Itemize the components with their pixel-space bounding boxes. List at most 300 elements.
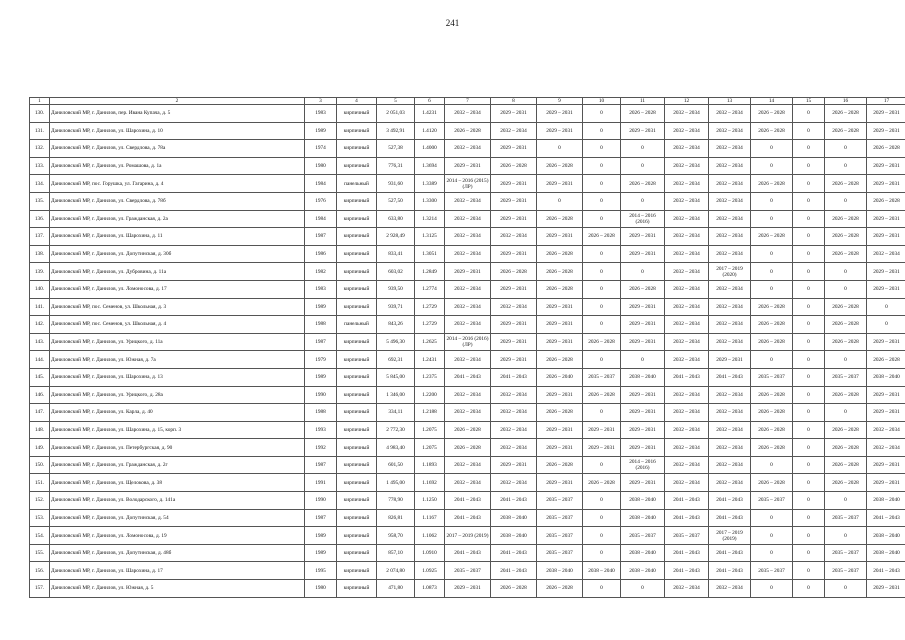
table-cell: 2026 – 2028 (583, 333, 621, 351)
table-cell: 0 (793, 210, 825, 228)
table-cell: 1.1893 (415, 456, 445, 474)
table-cell: 1 346,00 (377, 386, 415, 404)
table-cell: 2026 – 2028 (751, 228, 793, 246)
table-cell: 0 (583, 245, 621, 263)
table-cell: 0 (583, 210, 621, 228)
table-cell: 0 (825, 527, 867, 545)
table-cell: 0 (583, 298, 621, 316)
table-cell: 2032 – 2034 (665, 474, 709, 492)
row-number: 147. (30, 404, 50, 422)
table-cell: 2035 – 2037 (751, 492, 793, 510)
table-cell: 1.2375 (415, 368, 445, 386)
table-cell: 0 (825, 351, 867, 369)
table-cell: 2038 – 2040 (491, 527, 537, 545)
table-cell: 2032 – 2034 (491, 439, 537, 457)
table-cell: кирпичный (337, 122, 377, 140)
address-cell: Даниловский МР, г. Данилов, ул. Ломоносова, д. 17 (50, 280, 305, 298)
row-number: 146. (30, 386, 50, 404)
table-cell: 2026 – 2028 (751, 333, 793, 351)
table-cell: 833,41 (377, 245, 415, 263)
table-cell: 2026 – 2028 (537, 280, 583, 298)
table-cell: 2029 – 2031 (867, 228, 905, 246)
table-cell: 2029 – 2031 (867, 474, 905, 492)
table-cell: 1987 (305, 228, 337, 246)
table-cell: 2032 – 2034 (491, 474, 537, 492)
table-cell: 2032 – 2034 (665, 122, 709, 140)
table-cell: 692,31 (377, 351, 415, 369)
table-cell: 2032 – 2034 (445, 298, 491, 316)
table-cell: 2026 – 2028 (825, 175, 867, 193)
table-cell: 0 (583, 192, 621, 210)
table-cell: 0 (583, 316, 621, 334)
table-cell: 2026 – 2028 (751, 439, 793, 457)
table-cell: 2035 – 2037 (825, 368, 867, 386)
table-cell: 778,90 (377, 492, 415, 510)
table-cell: 2029 – 2031 (867, 210, 905, 228)
row-number: 154. (30, 527, 50, 545)
table-cell: 1.1692 (415, 474, 445, 492)
table-cell: 0 (793, 562, 825, 580)
table-cell: 2029 – 2031 (491, 175, 537, 193)
table-cell: 2032 – 2034 (709, 175, 751, 193)
table-cell: 0 (751, 509, 793, 527)
column-header: 16 (825, 98, 867, 105)
table-cell: кирпичный (337, 351, 377, 369)
table-cell: 2032 – 2034 (445, 351, 491, 369)
table-cell: 2026 – 2028 (751, 175, 793, 193)
table-row (30, 509, 905, 527)
table-cell: 0 (583, 157, 621, 175)
table-cell: 0 (793, 228, 825, 246)
table-cell: 2026 – 2028 (621, 280, 665, 298)
table-cell: 2029 – 2031 (537, 105, 583, 123)
table-row (30, 421, 905, 439)
table-cell: 1990 (305, 492, 337, 510)
row-number: 137. (30, 228, 50, 246)
table-cell: 1.1250 (415, 492, 445, 510)
table-cell: 0 (793, 105, 825, 123)
row-number: 155. (30, 544, 50, 562)
table-cell: 931,60 (377, 175, 415, 193)
table-cell: кирпичный (337, 509, 377, 527)
table-cell: 2026 – 2028 (825, 316, 867, 334)
table-cell: кирпичный (337, 228, 377, 246)
table-cell: 2026 – 2028 (583, 474, 621, 492)
table-cell: 1.2729 (415, 298, 445, 316)
table-row (30, 386, 905, 404)
table-cell: 2032 – 2034 (709, 421, 751, 439)
table-cell: кирпичный (337, 456, 377, 474)
table-cell: 2032 – 2034 (665, 192, 709, 210)
table-cell: 2032 – 2034 (709, 333, 751, 351)
address-cell: Даниловский МР, г. Данилов, ул. Шарохина, д. 17 (50, 562, 305, 580)
table-cell: 2032 – 2034 (665, 421, 709, 439)
table-cell: 2032 – 2034 (665, 140, 709, 158)
row-number: 142. (30, 316, 50, 334)
table-cell: 1988 (305, 316, 337, 334)
table-cell: 0 (793, 544, 825, 562)
table-cell: 2032 – 2034 (491, 404, 537, 422)
table-cell: 2041 – 2043 (665, 562, 709, 580)
table-cell: 0 (825, 404, 867, 422)
table-cell: 2032 – 2034 (665, 316, 709, 334)
table-cell: кирпичный (337, 474, 377, 492)
table-cell: 0 (793, 316, 825, 334)
table-cell: 2032 – 2034 (445, 228, 491, 246)
table-cell: кирпичный (337, 404, 377, 422)
table-cell: 2026 – 2028 (751, 105, 793, 123)
table-cell: 0 (583, 105, 621, 123)
table-cell: 0 (867, 316, 905, 334)
table-cell: 2029 – 2031 (537, 122, 583, 140)
table-cell: 826,81 (377, 509, 415, 527)
table-cell: 2029 – 2031 (867, 105, 905, 123)
table-cell: 601,50 (377, 456, 415, 474)
table-cell: 2032 – 2034 (445, 474, 491, 492)
table-row (30, 404, 905, 422)
table-cell: 2026 – 2028 (537, 245, 583, 263)
table-cell: 2035 – 2037 (537, 544, 583, 562)
table-cell: кирпичный (337, 192, 377, 210)
table-cell: 2029 – 2031 (621, 316, 665, 334)
table-cell: 0 (621, 140, 665, 158)
table-cell: 633,80 (377, 210, 415, 228)
table-cell: кирпичный (337, 580, 377, 598)
table-cell: 1992 (305, 439, 337, 457)
address-cell: Даниловский МР, г. Данилов, ул. Допутинская, д. 54 (50, 509, 305, 527)
table-cell: 2038 – 2040 (621, 544, 665, 562)
table-cell: кирпичный (337, 333, 377, 351)
table-cell: кирпичный (337, 263, 377, 281)
table-cell: 2035 – 2037 (583, 368, 621, 386)
repair-schedule-table (29, 97, 905, 598)
table-cell: 2029 – 2031 (491, 351, 537, 369)
table-cell: 2026 – 2028 (825, 245, 867, 263)
table-cell: 1.1062 (415, 527, 445, 545)
table-cell: 1.2188 (415, 404, 445, 422)
table-cell: 2041 – 2043 (867, 509, 905, 527)
address-cell: Даниловский МР, г. Данилов, ул. Карла, д. 40 (50, 404, 305, 422)
table-cell: 2038 – 2040 (867, 544, 905, 562)
table-cell: 1990 (305, 386, 337, 404)
table-cell: 1995 (305, 562, 337, 580)
table-cell: 0 (621, 263, 665, 281)
row-number: 144. (30, 351, 50, 369)
table-cell: 0 (621, 157, 665, 175)
table-cell: 2029 – 2031 (537, 316, 583, 334)
table-cell: 0 (583, 527, 621, 545)
table-cell: кирпичный (337, 245, 377, 263)
table-cell: кирпичный (337, 492, 377, 510)
table-cell: 2026 – 2028 (583, 386, 621, 404)
table-cell: 0 (793, 192, 825, 210)
table-cell: 2032 – 2034 (709, 474, 751, 492)
table-cell: 2038 – 2040 (621, 509, 665, 527)
table-cell: 2026 – 2028 (825, 105, 867, 123)
table-cell: 2035 – 2037 (621, 527, 665, 545)
table-cell: 2026 – 2028 (445, 439, 491, 457)
table-cell: 939,50 (377, 280, 415, 298)
table-cell: 0 (583, 175, 621, 193)
table-cell: 0 (583, 263, 621, 281)
table-cell: 5 496,30 (377, 333, 415, 351)
table-row (30, 175, 905, 193)
row-number: 138. (30, 245, 50, 263)
table-cell: 2035 – 2037 (825, 544, 867, 562)
row-number: 143. (30, 333, 50, 351)
column-header: 2 (50, 98, 305, 105)
table-cell: 2032 – 2034 (665, 157, 709, 175)
table-cell: 2032 – 2034 (445, 192, 491, 210)
table-cell: 2032 – 2034 (665, 333, 709, 351)
table-cell: 2029 – 2031 (867, 333, 905, 351)
address-cell: Даниловский МР, пос. Семенов, ул. Школьная, д. 3 (50, 298, 305, 316)
column-header: 17 (867, 98, 905, 105)
address-cell: Даниловский МР, пос. Семенов, ул. Школьная, д. 4 (50, 316, 305, 334)
table-cell: 0 (537, 192, 583, 210)
address-cell: Даниловский МР, г. Данилов, ул. Допутинская, д. 30б (50, 245, 305, 263)
table-cell: 2035 – 2037 (825, 509, 867, 527)
table-cell: 1993 (305, 421, 337, 439)
address-cell: Даниловский МР, г. Данилов, ул. Свердлова, д. 78а (50, 140, 305, 158)
row-number: 131. (30, 122, 50, 140)
table-cell: 2029 – 2031 (537, 175, 583, 193)
column-header: 12 (665, 98, 709, 105)
table-cell: 2032 – 2034 (709, 316, 751, 334)
table-cell: 0 (793, 263, 825, 281)
address-cell: Даниловский МР, г. Данилов, ул. Ромашова, д. 1а (50, 157, 305, 175)
table-cell: 2029 – 2031 (491, 333, 537, 351)
table-cell: 2014 – 2016 (2016) (621, 456, 665, 474)
table-cell: 1.3125 (415, 228, 445, 246)
table-cell: 527,38 (377, 140, 415, 158)
page-number: 241 (445, 18, 460, 28)
address-cell: Даниловский МР, г. Данилов, ул. Володарского, д. 141а (50, 492, 305, 510)
table-cell: 2032 – 2034 (445, 280, 491, 298)
table-cell: 2029 – 2031 (583, 439, 621, 457)
table-cell: 0 (537, 140, 583, 158)
table-cell: 1.2849 (415, 263, 445, 281)
table-cell: 2032 – 2034 (665, 245, 709, 263)
address-cell: Даниловский МР, пос. Горушка, ул. Гагарина, д. 4 (50, 175, 305, 193)
table-cell: 0 (751, 140, 793, 158)
table-cell: 1.4000 (415, 140, 445, 158)
table-cell: 2032 – 2034 (665, 456, 709, 474)
table-cell: 2029 – 2031 (621, 122, 665, 140)
table-cell: 2029 – 2031 (867, 404, 905, 422)
table-cell: 1984 (305, 175, 337, 193)
table-cell: 2029 – 2031 (491, 456, 537, 474)
table-cell: кирпичный (337, 140, 377, 158)
table-cell: 1979 (305, 351, 337, 369)
column-header: 6 (415, 98, 445, 105)
address-cell: Даниловский МР, г. Данилов, ул. Щелокова, д. 38 (50, 474, 305, 492)
table-cell: 2035 – 2037 (537, 527, 583, 545)
table-cell: 2029 – 2031 (491, 140, 537, 158)
table-cell: 2041 – 2043 (709, 492, 751, 510)
table-cell: 0 (583, 280, 621, 298)
table-cell: 2029 – 2031 (491, 245, 537, 263)
table-cell: 2032 – 2034 (709, 140, 751, 158)
table-cell: 1991 (305, 474, 337, 492)
table-cell: 2026 – 2028 (751, 122, 793, 140)
table-cell: 2041 – 2043 (491, 544, 537, 562)
table-cell: 0 (793, 175, 825, 193)
table-cell: 0 (793, 122, 825, 140)
table-cell: 2032 – 2034 (665, 298, 709, 316)
table-cell: 0 (751, 351, 793, 369)
table-cell: 0 (621, 351, 665, 369)
table-cell: 2032 – 2034 (445, 456, 491, 474)
table-cell: 1.3389 (415, 175, 445, 193)
table-cell: 2029 – 2031 (621, 245, 665, 263)
table-cell: 0 (583, 509, 621, 527)
table-cell: 2029 – 2031 (621, 298, 665, 316)
table-cell: 2032 – 2034 (867, 245, 905, 263)
table-cell: 1976 (305, 192, 337, 210)
table-cell: 2032 – 2034 (665, 280, 709, 298)
table-cell: панельный (337, 316, 377, 334)
table-cell: 0 (621, 192, 665, 210)
table-row (30, 210, 905, 228)
table-cell: 0 (583, 580, 621, 598)
table-cell: 2029 – 2031 (583, 421, 621, 439)
table-cell: 0 (583, 492, 621, 510)
table-cell: 0 (751, 456, 793, 474)
table-cell: 0 (793, 386, 825, 404)
table-cell: 2032 – 2034 (445, 105, 491, 123)
table-cell: 2029 – 2031 (621, 228, 665, 246)
table-cell: 2 051,03 (377, 105, 415, 123)
table-cell: 2032 – 2034 (445, 140, 491, 158)
address-cell: Даниловский МР, г. Данилов, ул. Гражданская, д. 2а (50, 210, 305, 228)
table-cell: 2029 – 2031 (867, 157, 905, 175)
table-cell: 2029 – 2031 (537, 333, 583, 351)
table-cell: 1.2075 (415, 421, 445, 439)
table-cell: 2041 – 2043 (709, 562, 751, 580)
table-cell: кирпичный (337, 527, 377, 545)
address-cell: Даниловский МР, г. Данилов, ул. Шарохина, д. 10 (50, 122, 305, 140)
table-row (30, 263, 905, 281)
table-cell: 2038 – 2040 (491, 509, 537, 527)
table-cell: 0 (751, 210, 793, 228)
table-cell: 1989 (305, 527, 337, 545)
table-cell: 2029 – 2031 (491, 210, 537, 228)
table-cell: 2041 – 2043 (445, 368, 491, 386)
table-cell: 2026 – 2028 (751, 404, 793, 422)
table-cell: 0 (793, 157, 825, 175)
table-cell: 2032 – 2034 (445, 404, 491, 422)
table-cell: 2029 – 2031 (537, 474, 583, 492)
table-cell: 2029 – 2031 (445, 157, 491, 175)
table-cell: 843,26 (377, 316, 415, 334)
table-cell: 2038 – 2040 (537, 562, 583, 580)
table-cell: 5 845,00 (377, 368, 415, 386)
table-cell: 0 (825, 580, 867, 598)
table-cell: 2038 – 2040 (583, 562, 621, 580)
table-cell: 1.2729 (415, 316, 445, 334)
table-cell: 2032 – 2034 (709, 580, 751, 598)
table-cell: 2026 – 2028 (537, 210, 583, 228)
table-cell: 2029 – 2031 (621, 386, 665, 404)
table-cell: 0 (793, 492, 825, 510)
table-cell: 2026 – 2028 (825, 298, 867, 316)
table-cell: 2041 – 2043 (665, 544, 709, 562)
row-number: 139. (30, 263, 50, 281)
table-cell: 2029 – 2031 (621, 421, 665, 439)
table-cell: 0 (751, 280, 793, 298)
table-cell: 2026 – 2028 (537, 157, 583, 175)
table-cell: 2026 – 2040 (537, 368, 583, 386)
table-row (30, 245, 905, 263)
table-cell: 0 (793, 580, 825, 598)
table-cell: 2 928,49 (377, 228, 415, 246)
column-header: 13 (709, 98, 751, 105)
table-cell: 0 (751, 544, 793, 562)
table-cell: 0 (793, 439, 825, 457)
table-cell: 2032 – 2034 (709, 122, 751, 140)
column-header: 9 (537, 98, 583, 105)
table-cell: 2032 – 2034 (491, 386, 537, 404)
address-cell: Даниловский МР, г. Данилов, ул. Ломоносова, д. 19 (50, 527, 305, 545)
table-cell: 2032 – 2034 (445, 386, 491, 404)
table-cell: 0 (751, 263, 793, 281)
table-row (30, 105, 905, 123)
address-cell: Даниловский МР, г. Данилов, ул. Допутинская, д. 48б (50, 544, 305, 562)
table-cell: кирпичный (337, 386, 377, 404)
table-cell: 1.1167 (415, 509, 445, 527)
table-cell: 1.3214 (415, 210, 445, 228)
table-cell: 2 074,80 (377, 562, 415, 580)
address-cell: Даниловский МР, г. Данилов, пер. Ивана Купача, д. 5 (50, 105, 305, 123)
table-cell: 0 (583, 456, 621, 474)
table-cell: 2032 – 2034 (491, 421, 537, 439)
table-cell: 2026 – 2028 (537, 456, 583, 474)
table-cell: 2041 – 2043 (665, 492, 709, 510)
table-cell: 939,71 (377, 298, 415, 316)
table-cell: 2026 – 2028 (583, 228, 621, 246)
table-cell: 2032 – 2034 (709, 228, 751, 246)
table-cell: 2 772,30 (377, 421, 415, 439)
table-cell: 0 (825, 192, 867, 210)
table-cell: 2026 – 2028 (537, 351, 583, 369)
table-cell: 2017 – 2019 (2019) (709, 527, 751, 545)
table-cell: 2029 – 2031 (445, 263, 491, 281)
table-cell: 2032 – 2034 (665, 404, 709, 422)
table-cell: 2014 – 2016 (2016) (ЛР) (445, 333, 491, 351)
table-cell: кирпичный (337, 157, 377, 175)
table-cell: 2026 – 2028 (751, 316, 793, 334)
table-cell: 1.2431 (415, 351, 445, 369)
table-cell: 2032 – 2034 (491, 228, 537, 246)
table-cell: 2026 – 2028 (491, 157, 537, 175)
table-cell: 1.4231 (415, 105, 445, 123)
table-cell: 0 (621, 580, 665, 598)
table-cell: 2026 – 2028 (825, 474, 867, 492)
table-cell: 0 (583, 351, 621, 369)
table-cell: 0 (825, 280, 867, 298)
table-cell: 0 (793, 421, 825, 439)
row-number: 157. (30, 580, 50, 598)
address-cell: Даниловский МР, г. Данилов, ул. Дубровина, д. 11а (50, 263, 305, 281)
table-cell: 2041 – 2043 (445, 544, 491, 562)
table-cell: 2032 – 2034 (709, 105, 751, 123)
table-cell: 1.3051 (415, 245, 445, 263)
column-header: 3 (305, 98, 337, 105)
table-cell: кирпичный (337, 210, 377, 228)
table-cell: 2014 – 2016 (2015) (ЛР) (445, 175, 491, 193)
table-cell: 0 (793, 474, 825, 492)
